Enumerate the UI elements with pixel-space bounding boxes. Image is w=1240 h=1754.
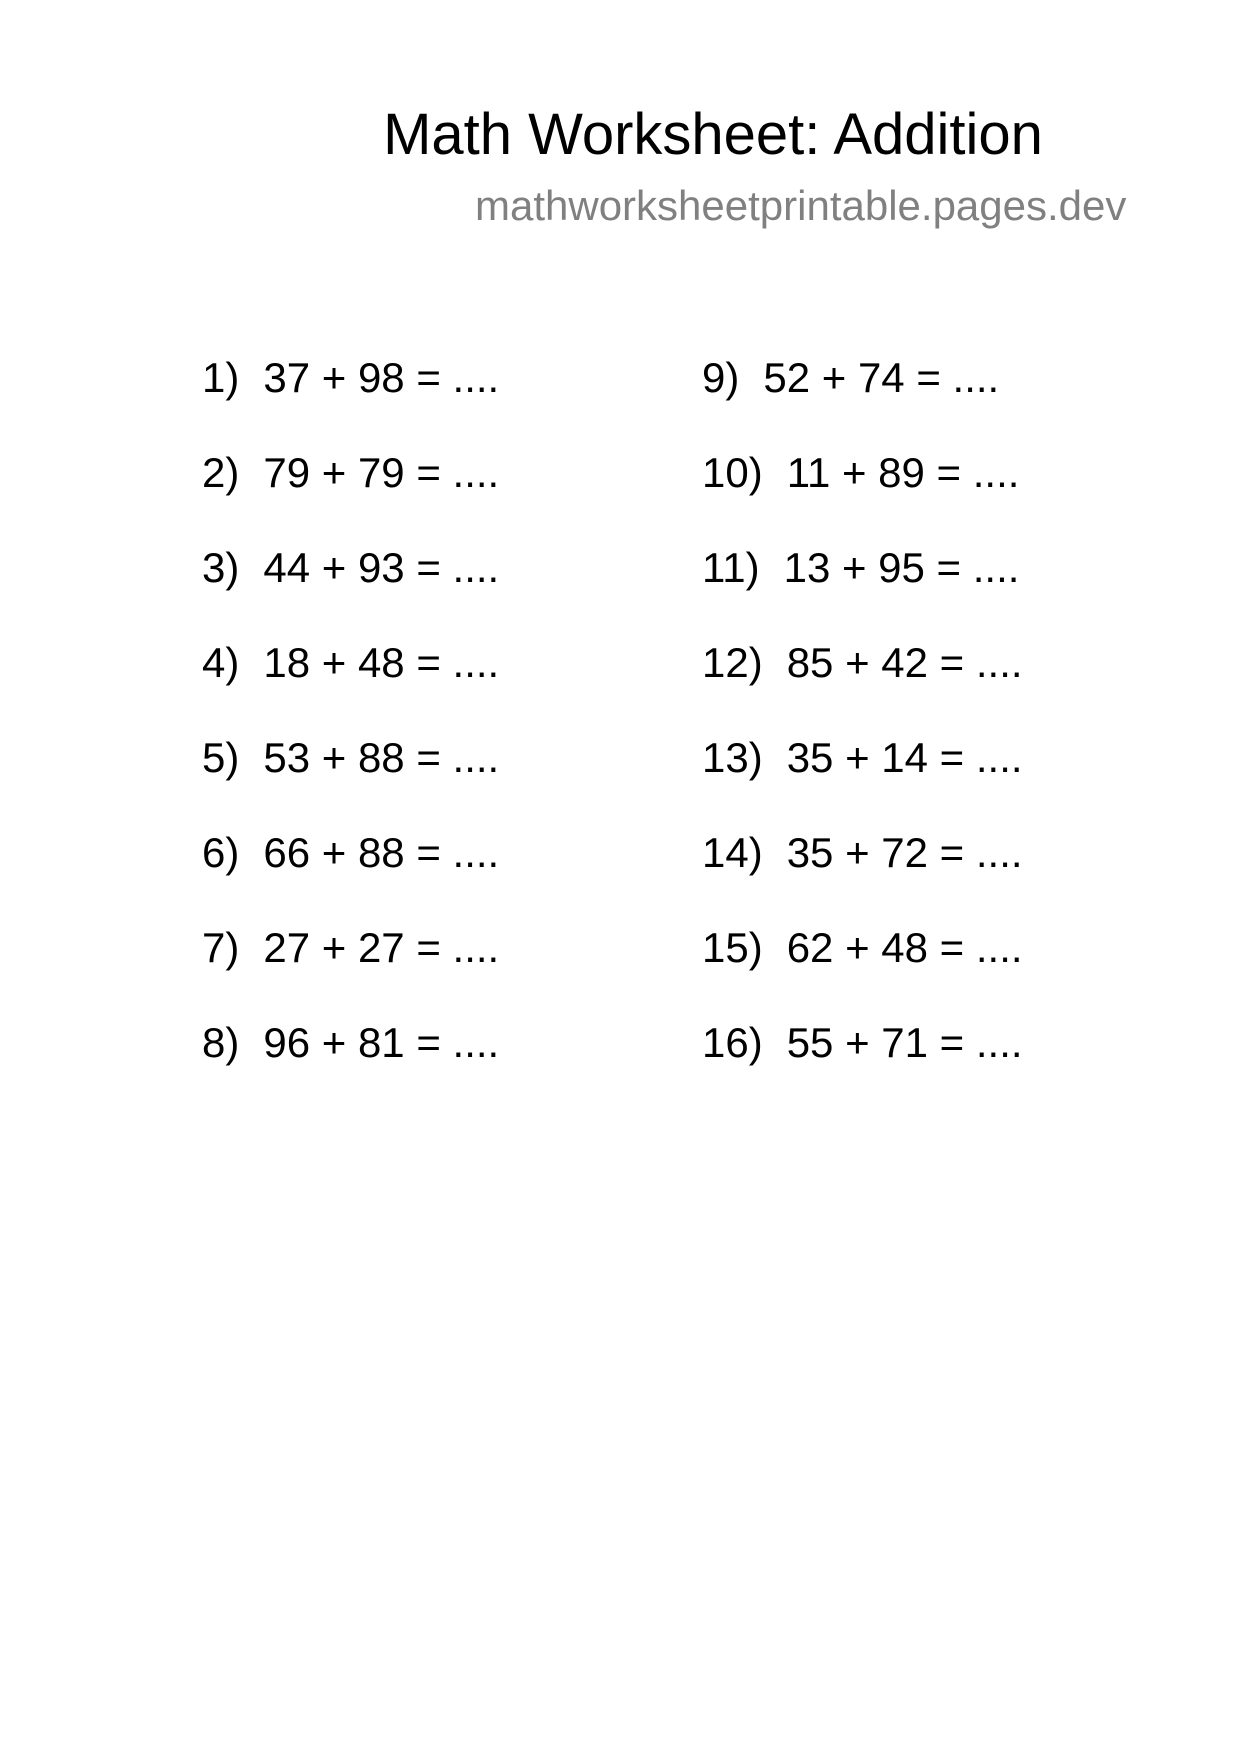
problem-expression: 18 + 48 = .... <box>263 639 500 686</box>
problem-item <box>202 1017 499 1069</box>
problem-item <box>202 637 499 689</box>
problem-expression: 13 + 95 = .... <box>783 544 1020 591</box>
problem-expression: 85 + 42 = .... <box>786 639 1023 686</box>
problem-expression: 62 + 48 = .... <box>786 924 1023 971</box>
problem-number: 1) <box>202 354 240 401</box>
problem-number: 10) <box>702 449 763 496</box>
problem-number: 11) <box>702 544 760 591</box>
problem-number: 3) <box>202 544 240 591</box>
problem-item <box>702 542 1019 594</box>
problem-number: 7) <box>202 924 240 971</box>
problem-item <box>202 732 499 784</box>
problem-number: 4) <box>202 639 240 686</box>
problem-item <box>702 637 1023 689</box>
problem-number: 9) <box>702 354 740 401</box>
problem-expression: 55 + 71 = .... <box>786 1019 1023 1066</box>
problem-expression: 53 + 88 = .... <box>263 734 500 781</box>
problem-expression: 27 + 27 = .... <box>263 924 500 971</box>
problem-item <box>702 732 1023 784</box>
problem-expression: 11 + 89 = .... <box>786 449 1020 496</box>
problem-expression: 35 + 14 = .... <box>786 734 1023 781</box>
problem-number: 5) <box>202 734 240 781</box>
site-url: mathworksheetprintable.pages.dev <box>475 182 1127 229</box>
problem-item <box>702 1017 1023 1069</box>
problem-item <box>202 922 499 974</box>
problem-item <box>702 352 999 404</box>
problem-expression: 66 + 88 = .... <box>263 829 500 876</box>
problem-expression: 35 + 72 = .... <box>786 829 1023 876</box>
problem-expression: 52 + 74 = .... <box>763 354 1000 401</box>
problem-number: 14) <box>702 829 763 876</box>
problem-number: 15) <box>702 924 763 971</box>
problem-expression: 44 + 93 = .... <box>263 544 500 591</box>
problem-item <box>702 922 1023 974</box>
problem-number: 8) <box>202 1019 240 1066</box>
problem-expression: 79 + 79 = .... <box>263 449 500 496</box>
page-title-text: Math Worksheet: Addition <box>383 102 1043 167</box>
problem-item <box>702 447 1019 499</box>
problem-item <box>702 827 1023 879</box>
problem-item <box>202 447 499 499</box>
problem-number: 12) <box>702 639 763 686</box>
problem-number: 16) <box>702 1019 763 1066</box>
problem-expression: 37 + 98 = .... <box>263 354 500 401</box>
problem-number: 6) <box>202 829 240 876</box>
problem-item <box>202 352 499 404</box>
problem-number: 2) <box>202 449 240 496</box>
problem-expression: 96 + 81 = .... <box>263 1019 500 1066</box>
problem-item <box>202 827 499 879</box>
page-title <box>0 100 1240 170</box>
problem-number: 13) <box>702 734 763 781</box>
problem-item <box>202 542 499 594</box>
